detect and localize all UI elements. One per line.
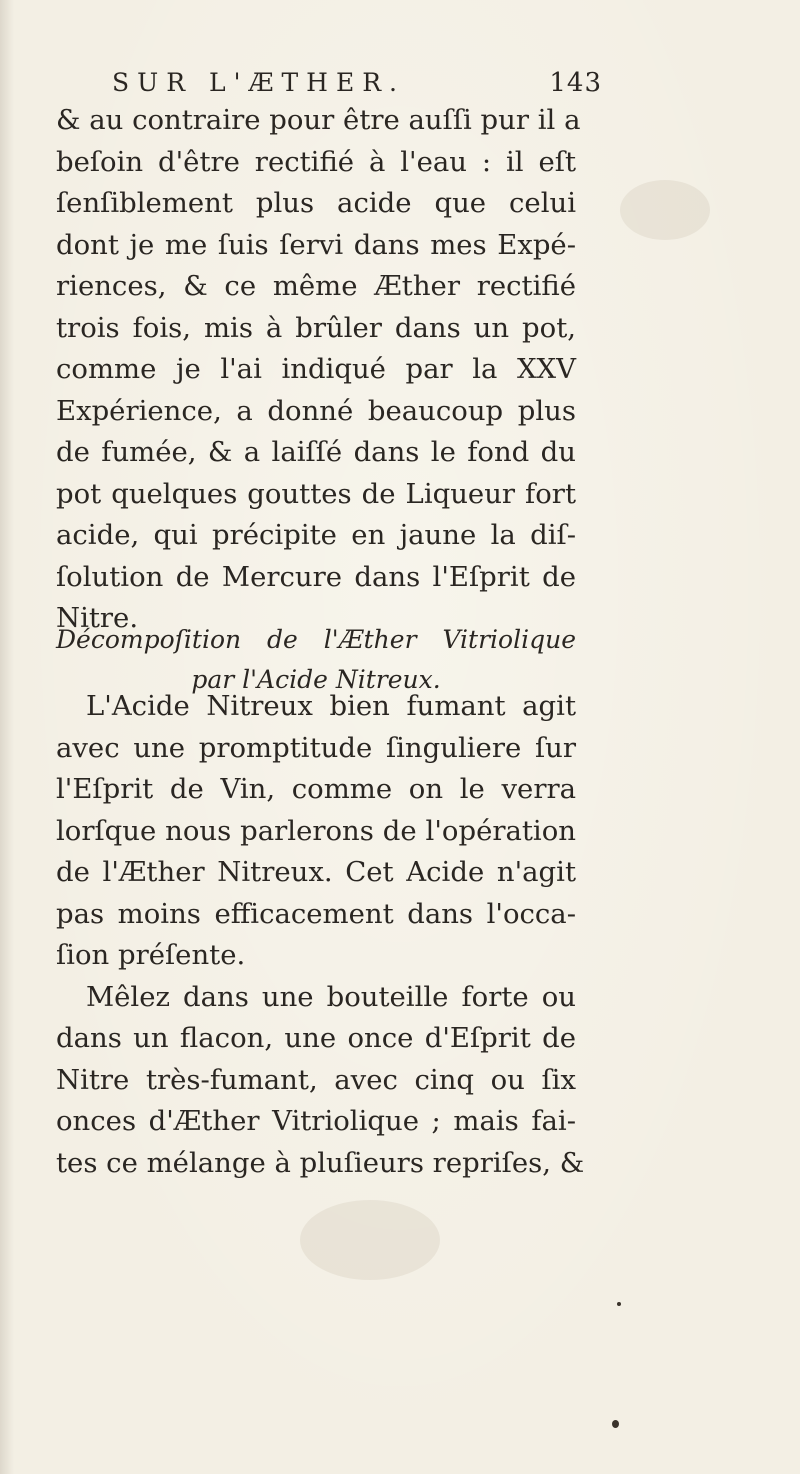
page-gutter-shadow bbox=[0, 0, 14, 1474]
text-line: pas moins efficacement dans l'occa- bbox=[56, 897, 576, 930]
page-number: 143 bbox=[549, 68, 602, 98]
ink-speck bbox=[617, 1302, 621, 1306]
section-heading-line-1: Décompoſition de l'Æther Vitriolique bbox=[56, 625, 576, 654]
text-line: beſoin d'être rectifié à l'eau : il eſt bbox=[56, 145, 576, 178]
text-line: riences, & ce même Æther rectifié bbox=[56, 270, 576, 302]
paper-stain bbox=[300, 1200, 440, 1280]
text-line: de fumée, & a laiſſé dans le fond du bbox=[56, 436, 576, 468]
text-line: ſolution de Mercure dans l'Eſprit de bbox=[56, 560, 576, 593]
text-line: & au contraire pour être auſſi pur il a bbox=[56, 104, 581, 136]
paragraph-1 bbox=[56, 100, 581, 640]
text-line: tes ce mélange à pluſieurs repriſes, & bbox=[56, 1146, 585, 1179]
text-line: l'Eſprit de Vin, comme on le verra bbox=[56, 773, 576, 805]
text-line: acide, qui précipite en jaune la diſ- bbox=[56, 519, 576, 551]
text-line: Nitre. bbox=[56, 602, 139, 634]
text-line: ſenſiblement plus acide que celui bbox=[56, 187, 576, 219]
text-line: Expérience, a donné beaucoup plus bbox=[56, 394, 576, 427]
paragraphs-2-3 bbox=[56, 686, 585, 1184]
text-line: dans un flacon, une once d'Eſprit de bbox=[56, 1022, 576, 1054]
text-line: avec une promptitude ſinguliere ſur bbox=[56, 731, 576, 764]
ink-speck bbox=[612, 1420, 619, 1428]
running-head-title: SUR L'ÆTHER. bbox=[112, 68, 405, 97]
paper-stain bbox=[620, 180, 710, 240]
section-heading-line-2: par l'Acide Nitreux. bbox=[191, 665, 441, 694]
text-line: trois fois, mis à brûler dans un pot, bbox=[56, 311, 576, 344]
text-line: ſion préſente. bbox=[56, 939, 246, 971]
text-line: de l'Æther Nitreux. Cet Acide n'agit bbox=[56, 856, 576, 888]
text-line: pot quelques gouttes de Liqueur fort bbox=[56, 477, 576, 510]
text-line: Mêlez dans une bouteille forte ou bbox=[86, 980, 576, 1013]
text-line: lorſque nous parlerons de l'opération bbox=[56, 814, 576, 847]
text-line: comme je l'ai indiqué par la XXV bbox=[56, 353, 576, 385]
text-line: L'Acide Nitreux bien fumant agit bbox=[86, 690, 576, 722]
text-line: dont je me ſuis ſervi dans mes Expé- bbox=[56, 228, 576, 261]
text-line: onces d'Æther Vitriolique ; mais fai- bbox=[56, 1105, 576, 1137]
text-line: Nitre très-fumant, avec cinq ou ſix bbox=[56, 1063, 576, 1096]
